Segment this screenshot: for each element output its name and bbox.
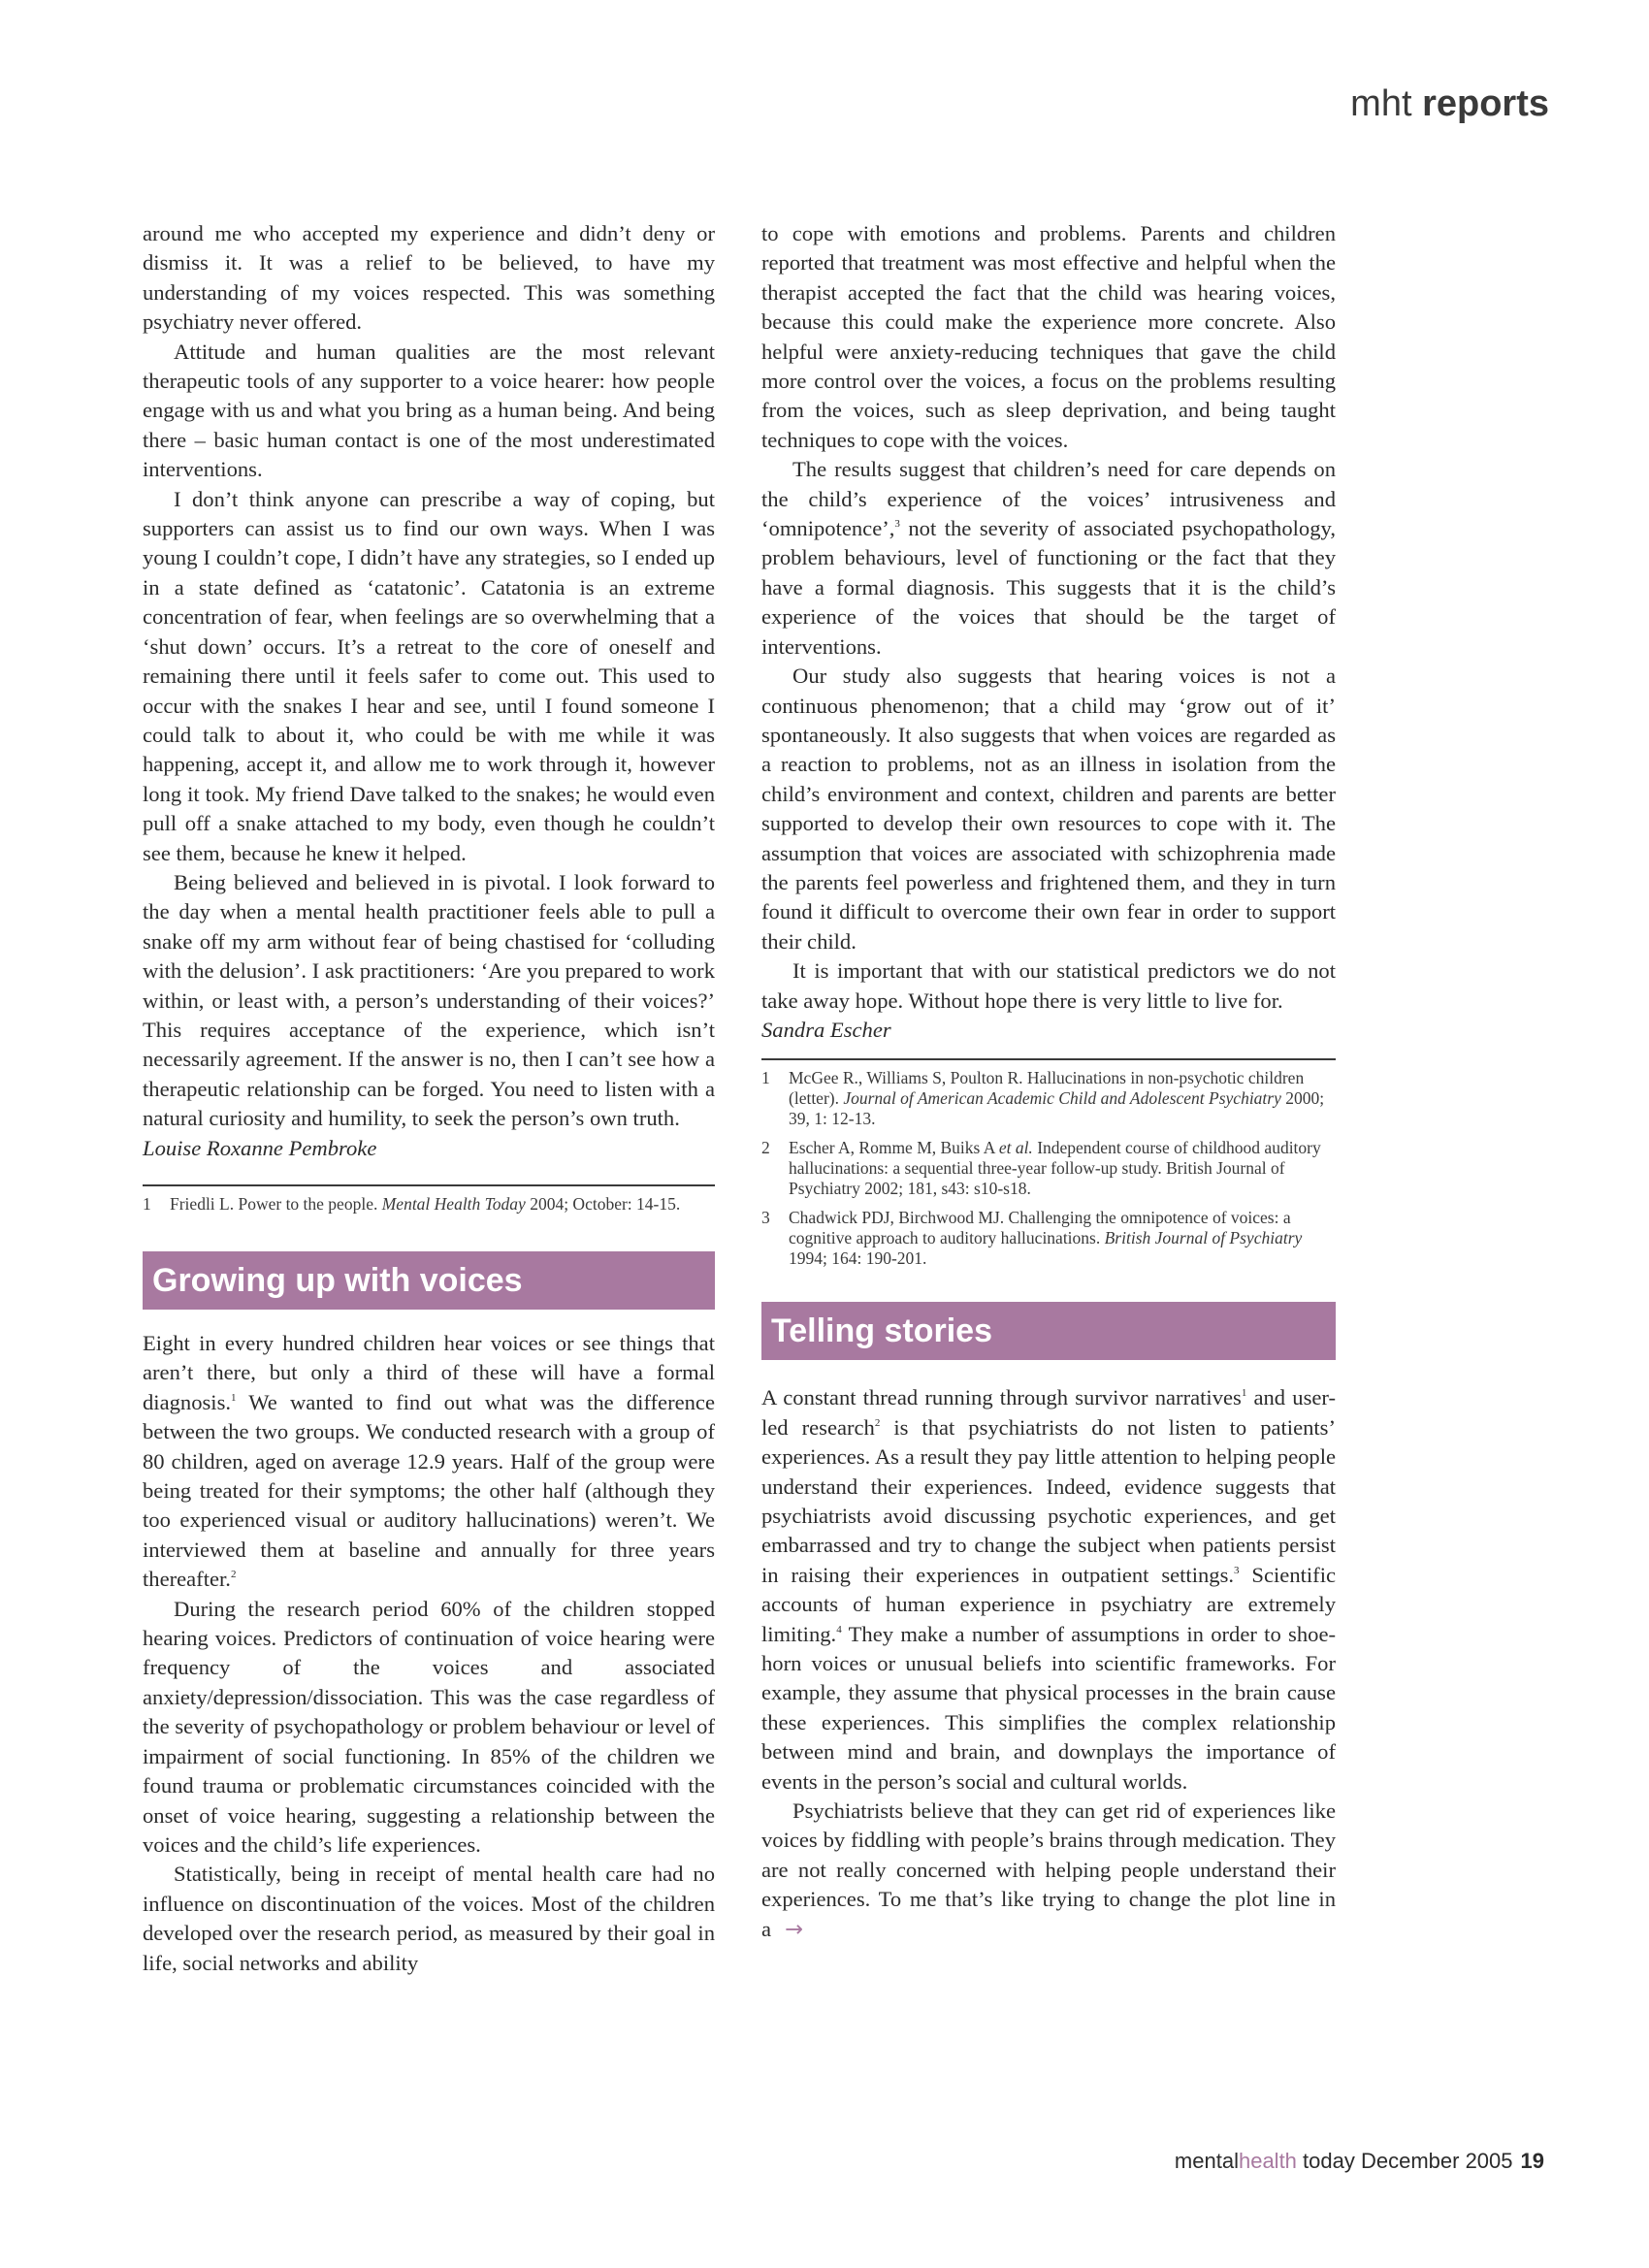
reference-text: Chadwick PDJ, Birchwood MJ. Challenging the omnipotence of voices: a cognitive approach to auditory hallucinations. British Journal of Psychiatry 1994; 164: 190-201. bbox=[789, 1208, 1303, 1269]
footer-date: December 2005 bbox=[1354, 2149, 1513, 2173]
reference-item bbox=[761, 1138, 1336, 1199]
references bbox=[143, 1184, 715, 1215]
header-light: mht bbox=[1350, 83, 1423, 124]
reference-text: McGee R., Williams S, Poulton R. Hallucinations in non-psychotic children (letter). Journal of American Academic Child and Adolescent Psychiatry 2000; 39, 1: 12-13. bbox=[789, 1068, 1325, 1129]
paragraph: It is important that with our statistical predictors we do not take away hope. Without hope there is very little to live for. bbox=[761, 958, 1336, 1013]
paragraph: around me who accepted my experience and didn’t deny or dismiss it. It was a relief to be believed, to have my understanding of my voices respected. This was something psychiatry never offered. bbox=[143, 221, 715, 335]
paragraph: Our study also suggests that hearing voices is not a continuous phenomenon; that a child may ‘grow out of it’ spontaneously. It also suggests that when voices are regarded as a reaction to problems, not as an illness in isolation from the child’s environment and context, children and parents are better supported to develop their own resources to cope with it. The assumption that voices are associated with schizophrenia made the parents feel powerless and frightened them, and they in turn found it difficult to overcome their own fear in order to support their child. bbox=[761, 664, 1336, 954]
reference-item bbox=[143, 1194, 715, 1215]
paragraph: Statistically, being in receipt of mental health care had no influence on discontinuation of the voices. Most of the children developed over the research period, as measured by their goal in life, social networks and ability bbox=[143, 1862, 715, 1975]
reference-item bbox=[761, 1208, 1336, 1269]
section-header bbox=[1350, 83, 1549, 125]
reference-number: 1 bbox=[761, 1068, 770, 1088]
author-signature: Louise Roxanne Pembroke bbox=[143, 1135, 377, 1160]
paragraph: I don’t think anyone can prescribe a way of coping, but supporters can assist us to find our own ways. When I was young I couldn’t cope, I didn’t have any strategies, so I ended up in a state defined as ‘catatonic’. Catatonia is an extreme concentration of fear, when feelings are so overwhelming that a ‘shut down’ occurs. It’s a retreat to the core of oneself and remaining there until it feels safer to come out. This used to occur with the snakes I hear and see, until I found someone I could talk to about it, who could be with me while it was happening, accept it, and allow me to work through it, however long it took. My friend Dave talked to the snakes; he would even pull off a snake attached to my body, even though he couldn’t see them, because he knew it helped. bbox=[143, 486, 715, 865]
reference-item bbox=[761, 1068, 1336, 1129]
footer-mental: mental bbox=[1174, 2149, 1239, 2173]
paragraph: Eight in every hundred children hear voices or see things that aren’t there, but only a third of these will have a formal diagnosis.$^1$ We wanted to find out what was the difference between the two groups. We conducted research with a group of 80 children, aged on average 12.9 years. Half of the group were being treated for their symptoms; the other half (although they too experienced visual or auditory hallucinations) weren’t. We interviewed them at baseline and annually for three years thereafter.$^2$ bbox=[143, 1331, 715, 1592]
footer-today: today bbox=[1296, 2149, 1355, 2173]
reference-number: 2 bbox=[761, 1138, 770, 1158]
references bbox=[761, 1058, 1336, 1269]
section-heading: Telling stories bbox=[761, 1302, 1336, 1360]
paragraph: The results suggest that children’s need for care depends on the child’s experience of the voices’ intrusiveness and ‘omnipotence’,$^3$ not the severity of associated psychopathology, problem behaviours, level of functioning or the fact that they have a formal diagnosis. This suggests that it is the child’s experience of the voices that should be the target of interventions. bbox=[761, 457, 1336, 659]
footer-health: health bbox=[1238, 2149, 1297, 2173]
page-footer bbox=[1175, 2149, 1544, 2174]
reference-number: 1 bbox=[143, 1194, 151, 1214]
paragraph: During the research period 60% of the children stopped hearing voices. Predictors of continuation of voice hearing were frequency of the voices and associated anxiety/depression/dissociation. This was the case regardless of the severity of psychopathology or problem behaviour or level of impairment of social functioning. In 85% of the children we found trauma or problematic circumstances coincided with the onset of voice hearing, suggesting a relationship between the voices and the child’s life experiences. bbox=[143, 1596, 715, 1857]
author-signature: Sandra Escher bbox=[761, 1017, 891, 1042]
header-bold: reports bbox=[1422, 83, 1549, 124]
reference-number: 3 bbox=[761, 1208, 770, 1228]
right-column bbox=[761, 219, 1336, 1944]
paragraph: A constant thread running through survivor narratives$^1$ and user-led research$^2$ is that psychiatrists do not listen to patients’ experiences. As a result they pay little attention to helping people understand their experiences. Indeed, evidence suggests that psychiatrists avoid discussing psychotic experiences, and get embarrassed and try to change the subject when patients persist in raising their experiences in outpatient settings.$^3$ Scientific accounts of human experience in psychiatry are extremely limiting.$^4$ They make a number of assumptions in order to shoe-horn voices or unusual beliefs into scientific frameworks. For example, they assume that physical processes in the brain cause these experiences. This simplifies the complex relationship between mind and brain, and downplays the importance of events in the person’s social and cultural worlds. bbox=[761, 1385, 1336, 1794]
page-number: 19 bbox=[1520, 2149, 1544, 2173]
paragraph: Attitude and human qualities are the most relevant therapeutic tools of any supporter to a voice hearer: how people engage with us and what you bring as a human being. And being there – basic human contact is one of the most underestimated interventions. bbox=[143, 339, 715, 482]
paragraph: Psychiatrists believe that they can get rid of experiences like voices by fiddling with people’s brains through medication. They are not really concerned with helping people understand their experiences. To me that’s like trying to change the plot line in a → bbox=[761, 1798, 1336, 1942]
continue-arrow-icon: → bbox=[785, 1916, 803, 1942]
section-heading: Growing up with voices bbox=[143, 1251, 715, 1310]
left-column bbox=[143, 219, 715, 1978]
reference-text: Escher A, Romme M, Buiks A et al. Independent course of childhood auditory hallucinations: a sequential three-year follow-up study. British Journal of Psychiatry 2002; 181, s43: s10-s18. bbox=[789, 1138, 1321, 1199]
paragraph: to cope with emotions and problems. Parents and children reported that treatment was most effective and helpful when the therapist accepted the fact that the child was hearing voices, because this could make the experience more concrete. Also helpful were anxiety-reducing techniques that gave the child more control over the voices, a focus on the problems resulting from the voices, such as sleep deprivation, and being taught techniques to cope with the voices. bbox=[761, 221, 1336, 452]
reference-text: Friedli L. Power to the people. Mental Health Today 2004; October: 14-15. bbox=[170, 1194, 681, 1214]
paragraph: Being believed and believed in is pivotal. I look forward to the day when a mental health practitioner feels able to pull a snake off my arm without fear of being chastised for ‘colluding with the delusion’. I ask practitioners: ‘Are you prepared to work within, or least with, a person’s understanding of their voices?’ This requires acceptance of the experience, which isn’t necessarily agreement. If the answer is no, then I can’t see how a therapeutic relationship can be forged. You need to listen with a natural curiosity and humility, to seek the person’s own truth. bbox=[143, 869, 715, 1131]
